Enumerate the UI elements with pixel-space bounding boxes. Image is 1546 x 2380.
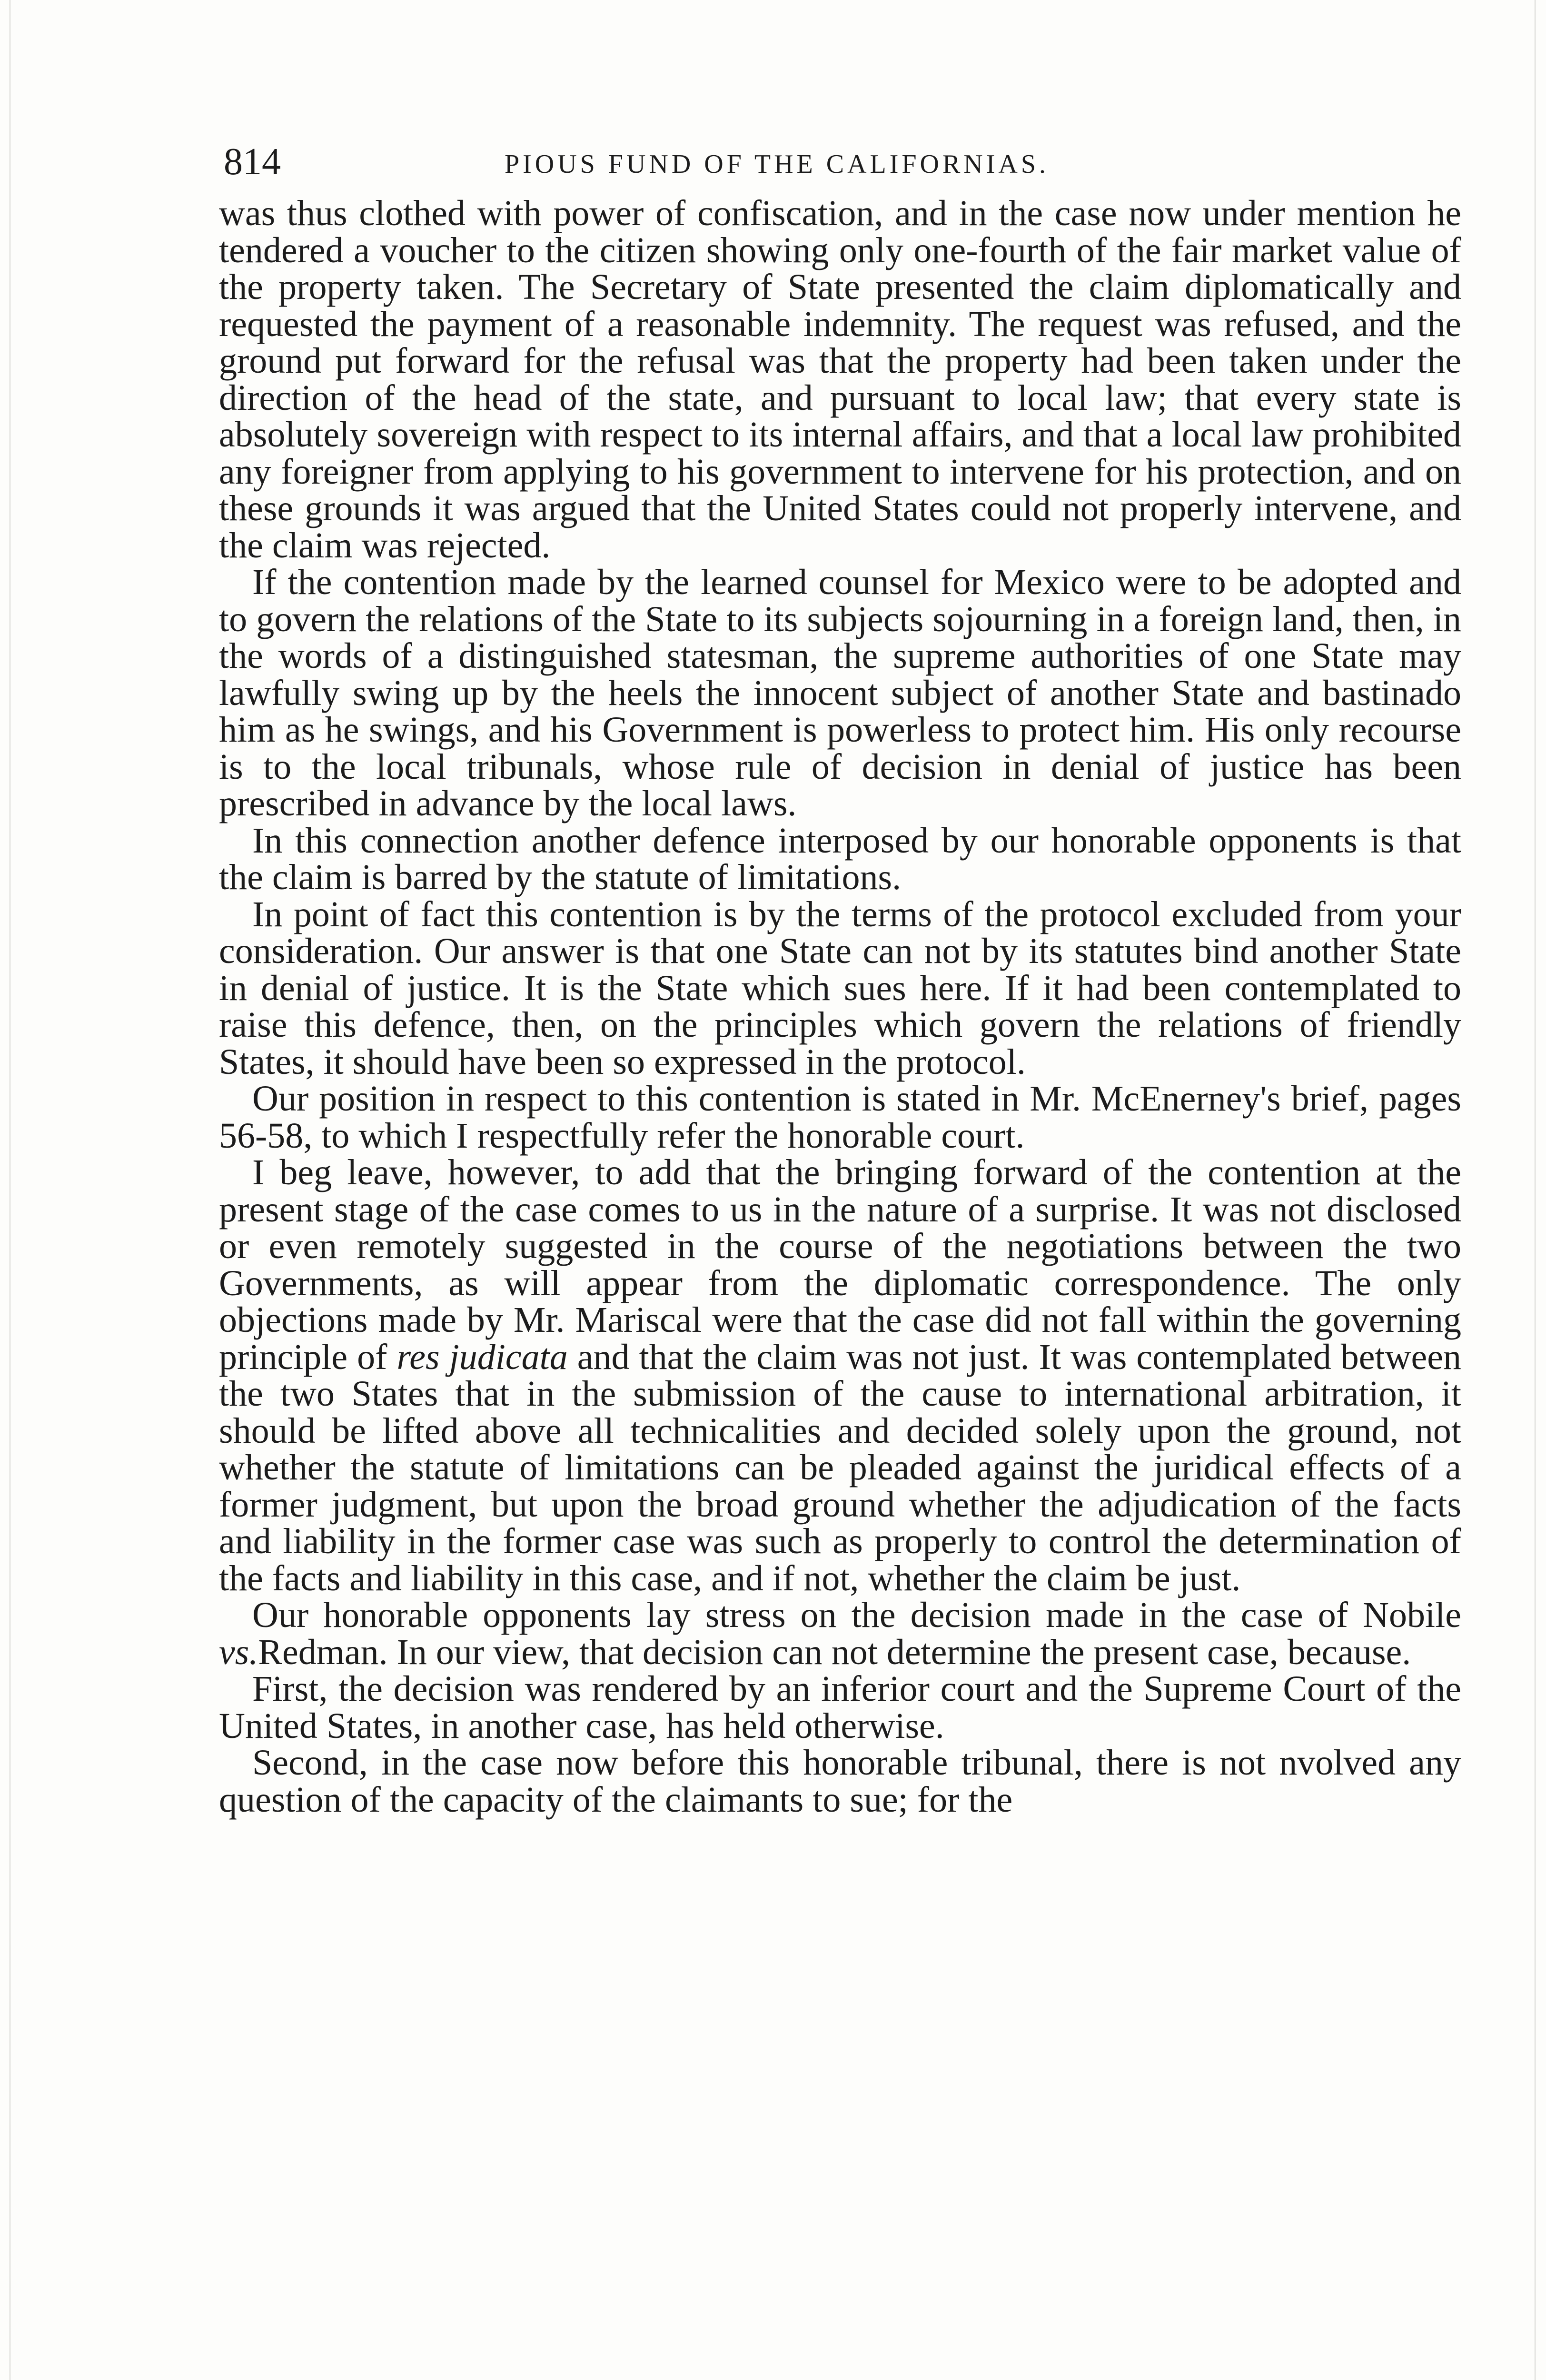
paragraph-6-text-b: and that the claim was not just. It was contemplated between the two States that in the submission of the cause to international arbitration, it should be lifted above all technicalities and decided solely upon the ground, not whether the statute of limitations can be pleaded against the juridical effects of a former judgment, but upon the broad ground whether the adjudication of the facts and liability in the former case was such as properly to control the determination of the facts and liability in this case, and if not, whether the claim be just. [219, 1337, 1461, 1598]
paragraph-8: First, the decision was rendered by an inferior court and the Supreme Court of the United States, in another case, has held otherwise. [219, 1669, 1461, 1746]
page-edge-right [1535, 0, 1536, 2380]
paragraph-2: If the contention made by the learned counsel for Mexico were to be adopted and to govern the relations of the State to its subjects sojourning in a foreign land, then, in the words of a distinguished statesman, the supreme authorities of one State may lawfully swing up by the heels the innocent subject of another State and bastinado him as he swings, and his Government is powerless to protect him. His only recourse is to the local tribunals, whose rule of decision in denial of justice has been prescribed in advance by the local laws. [219, 562, 1461, 823]
paragraph-7 [219, 1597, 1461, 1671]
paragraph-9: Second, in the case now before this honorable tribunal, there is not nvolved any question of the capacity of the claimants to sue; for the [219, 1743, 1461, 1820]
paragraph-7-text-b: Redman. In our view, that decision can not determine the present case, because. [258, 1632, 1411, 1672]
paragraph-6 [219, 1154, 1461, 1597]
paragraph-3: In this connection another defence interposed by our honorable opponents is that the claim is barred by the statute of limitations. [219, 820, 1461, 897]
paragraph-7-text-a: Our honorable opponents lay stress on the decision made in the case of Nobile [252, 1595, 1461, 1635]
page-number: 814 [224, 141, 281, 183]
paragraph-4: In point of fact this contention is by the terms of the protocol excluded from your consideration. Our answer is that one State can not by its statutes bind another State in denial of justice. It is the State which sues here. If it had been contemplated to raise this defence, then, on the principles which govern the relations of friendly States, it should have been so expressed in the protocol. [219, 894, 1461, 1082]
paragraph-1: was thus clothed with power of confiscation, and in the case now under mention he tendered a voucher to the citizen showing only one-fourth of the fair market value of the property taken. The Secretary of State presented the claim diplomatically and requested the payment of a reasonable indemnity. The request was refused, and the ground put forward for the refusal was that the property had been taken under the direction of the head of the state, and pursuant to local law; that every state is absolutely sovereign with respect to its internal affairs, and that a local law prohibited any foreigner from applying to his government to intervene for his protection, and on these grounds it was argued that the United States could not properly intervene, and the claim was rejected. [219, 193, 1461, 565]
body-text [219, 195, 1461, 1818]
paragraph-7-italic: vs. [219, 1632, 258, 1672]
running-head: PIOUS FUND OF THE CALIFORNIAS. [505, 149, 1049, 179]
paragraph-6-text-a: I beg leave, however, to add that the bringing forward of the contention at the present stage of the case comes to us in the nature of a surprise. It was not disclosed or even remotely suggested in the course of the negotiations between the two Governments, as will appear from the diplomatic correspondence. The only objections made by Mr. Mariscal were that the case did not fall within the governing principle of [219, 1152, 1461, 1377]
paragraph-6-italic: res judicata [396, 1337, 568, 1377]
paragraph-5: Our position in respect to this contention is stated in Mr. McEnerney's brief, pages 56-58, to which I respectfully refer the honorable court. [219, 1079, 1461, 1156]
page-header [224, 138, 1461, 186]
